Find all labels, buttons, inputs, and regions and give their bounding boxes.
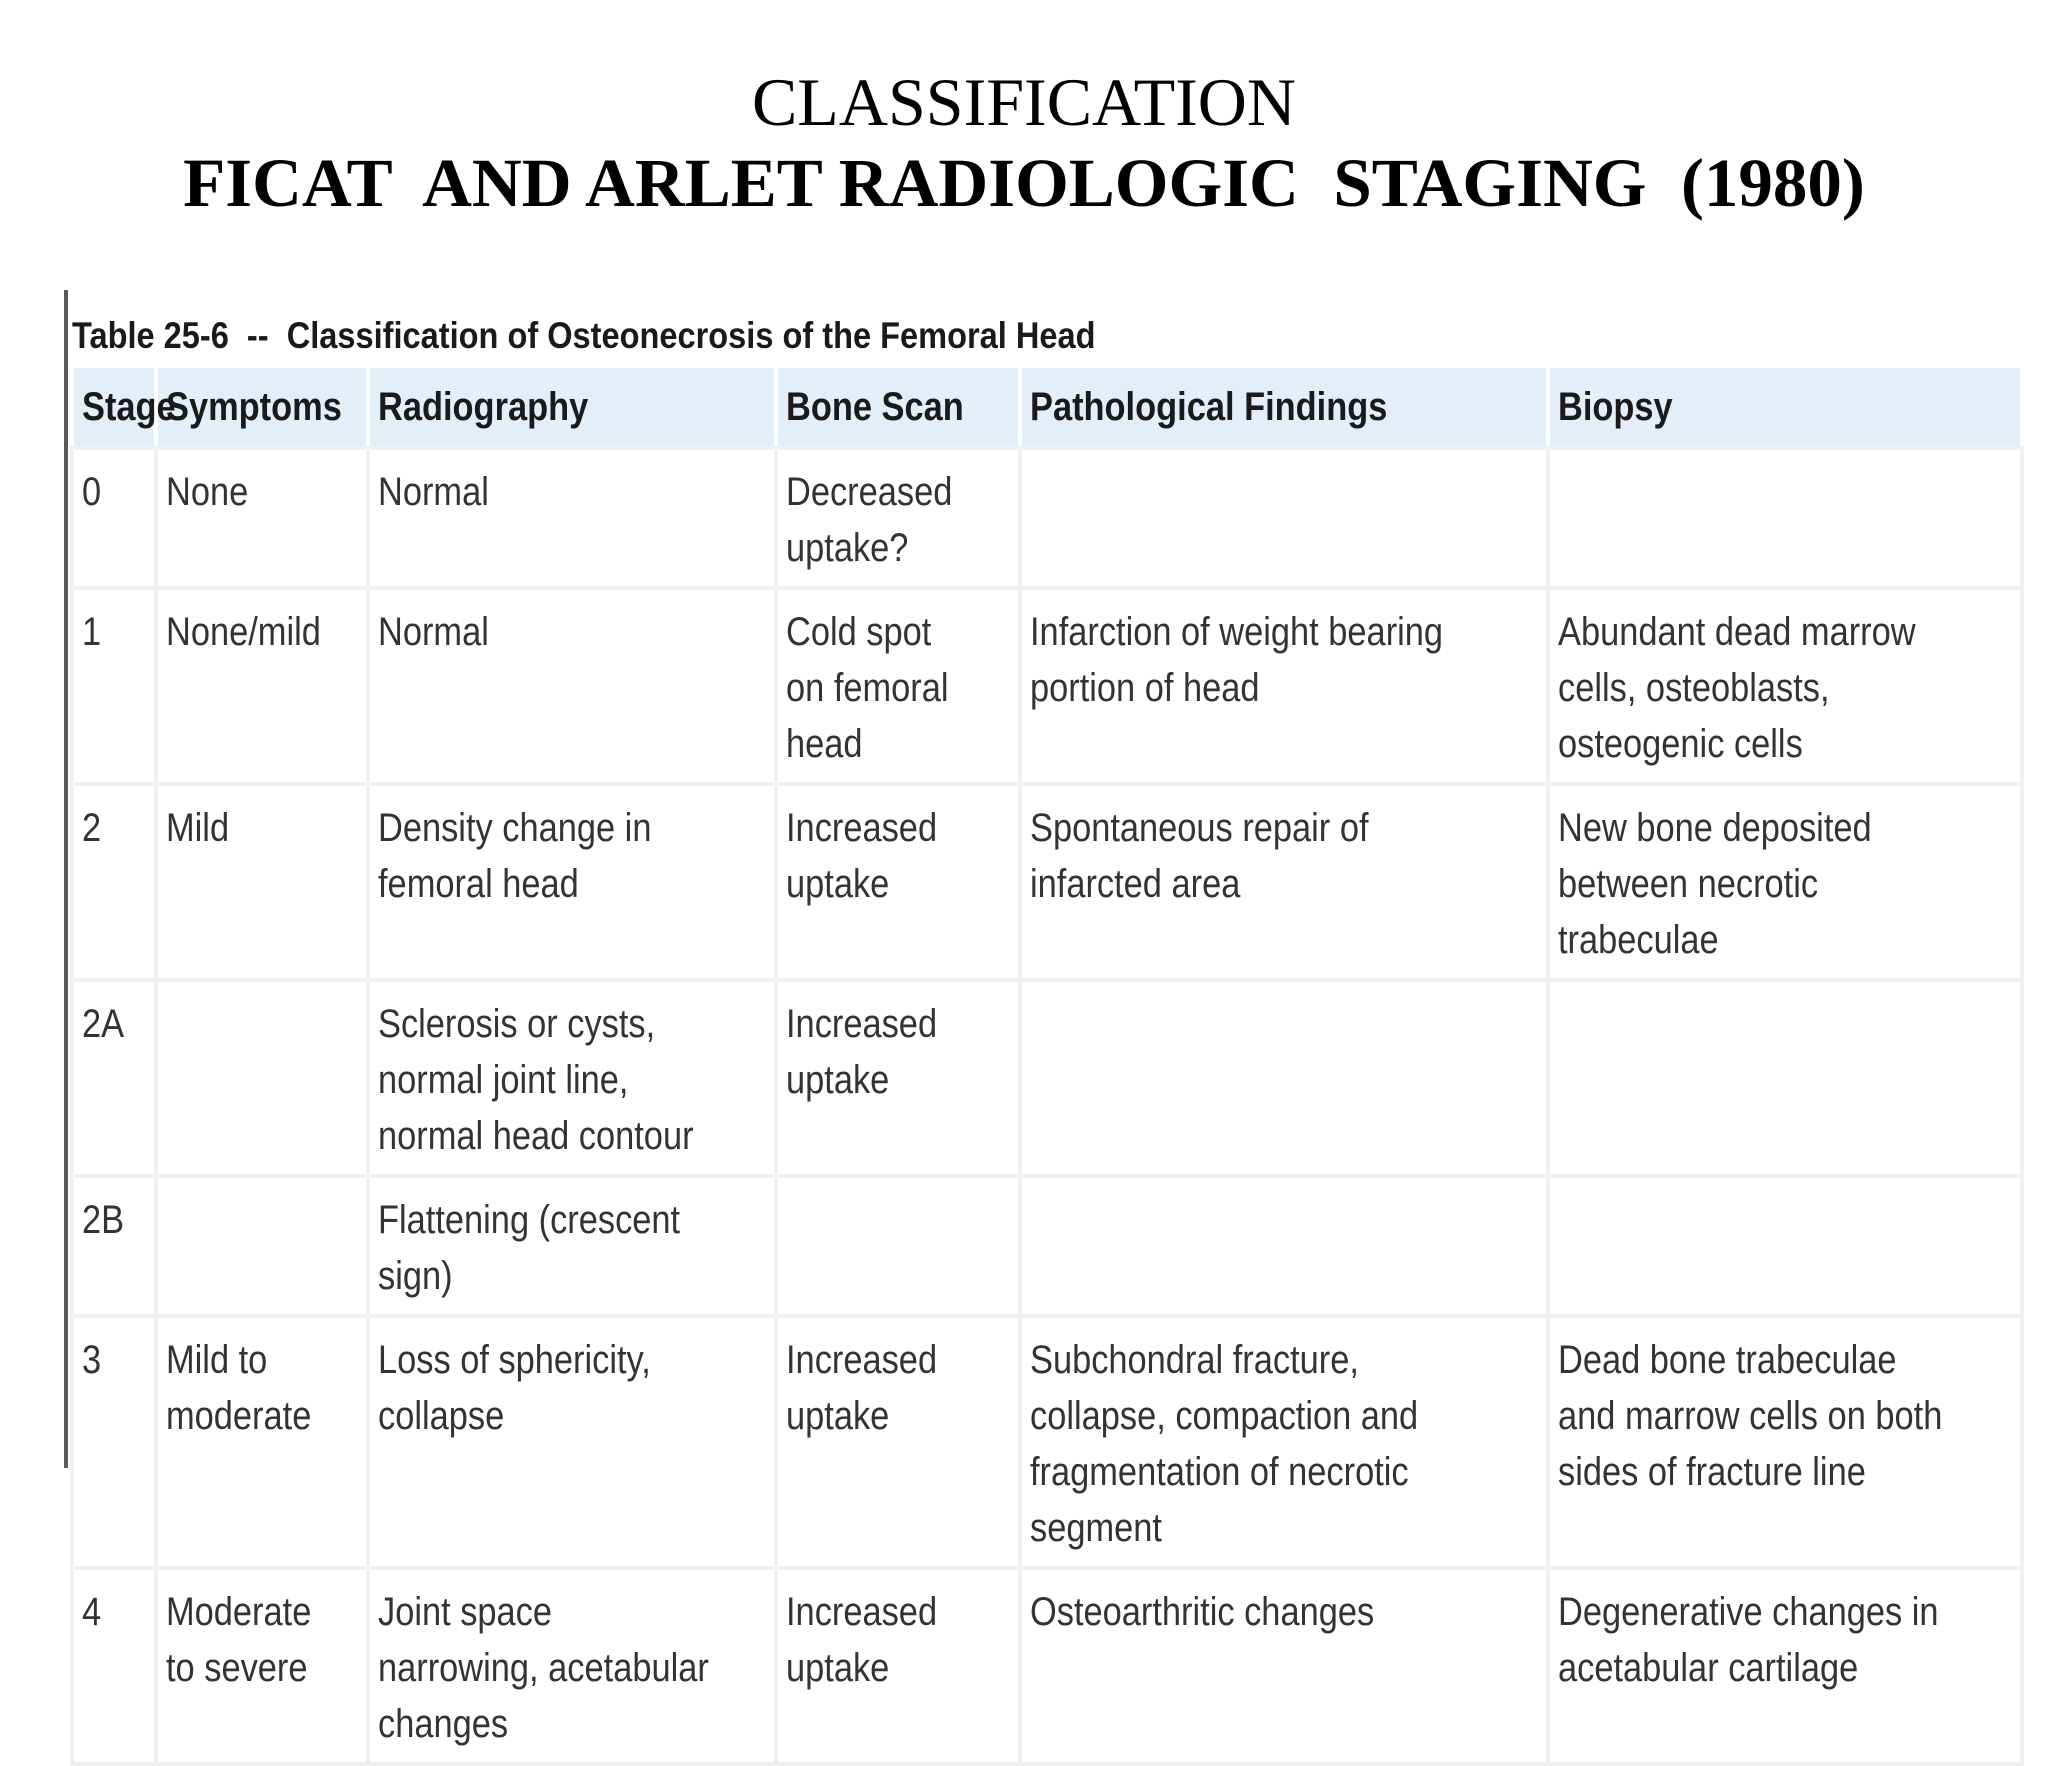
table-row (72, 1176, 2022, 1316)
cell-text: 2B (82, 1198, 125, 1242)
header-bone-scan (776, 366, 1020, 448)
table-row (72, 588, 2022, 784)
cell-text: New bone deposited between necrotic trabeculae (1558, 806, 1872, 962)
cell-symptoms (156, 1568, 368, 1764)
slide-subtitle: FICAT AND ARLET RADIOLOGIC STAGING (1980) (183, 145, 1865, 221)
table-row (72, 1568, 2022, 1764)
cell-bone-scan (776, 1316, 1020, 1568)
cell-text: Increased uptake (786, 1002, 938, 1102)
cell-text: Sclerosis or cysts, normal joint line, normal head contour (378, 1002, 694, 1158)
table-row (72, 784, 2022, 980)
cell-biopsy (1548, 1316, 2022, 1568)
header-biopsy-label: Biopsy (1558, 384, 1673, 429)
header-radiography-label: Radiography (378, 384, 589, 429)
cell-biopsy (1548, 784, 2022, 980)
cell-bone-scan (776, 588, 1020, 784)
cell-symptoms (156, 588, 368, 784)
cell-pathological-findings (1020, 588, 1548, 784)
cell-radiography (368, 1568, 776, 1764)
cell-radiography (368, 784, 776, 980)
cell-biopsy (1548, 448, 2022, 588)
header-bone-scan-label: Bone Scan (786, 384, 964, 429)
cell-biopsy (1548, 588, 2022, 784)
frame-left-border (64, 290, 68, 1468)
cell-stage (72, 588, 156, 784)
cell-symptoms (156, 784, 368, 980)
cell-bone-scan (776, 980, 1020, 1176)
cell-symptoms (156, 448, 368, 588)
cell-text: 1 (82, 610, 102, 654)
cell-pathological-findings (1020, 448, 1548, 588)
cell-text: Density change in femoral head (378, 806, 652, 906)
header-radiography (368, 366, 776, 448)
cell-pathological-findings (1020, 980, 1548, 1176)
cell-stage (72, 448, 156, 588)
cell-text: Mild (166, 806, 230, 850)
cell-radiography (368, 1316, 776, 1568)
cell-text: Subchondral fracture, collapse, compaction and fragmentation of necrotic segment (1030, 1338, 1419, 1550)
cell-biopsy (1548, 980, 2022, 1176)
header-symptoms-label: Symptoms (166, 384, 342, 429)
cell-text: Normal (378, 470, 489, 514)
header-pathological-findings-label: Pathological Findings (1030, 384, 1388, 429)
cell-text: Increased uptake (786, 806, 938, 906)
cell-text: Degenerative changes in acetabular cartilage (1558, 1590, 1939, 1690)
cell-biopsy (1548, 1176, 2022, 1316)
cell-text: 3 (82, 1338, 102, 1382)
cell-text: 0 (82, 470, 102, 514)
cell-pathological-findings (1020, 1316, 1548, 1568)
cell-symptoms (156, 1176, 368, 1316)
cell-text: Increased uptake (786, 1338, 938, 1438)
cell-biopsy (1548, 1568, 2022, 1764)
cell-radiography (368, 1176, 776, 1316)
cell-text: 4 (82, 1590, 102, 1634)
cell-text: Cold spot on femoral head (786, 610, 949, 766)
cell-text: Loss of sphericity, collapse (378, 1338, 651, 1438)
cell-symptoms (156, 1316, 368, 1568)
cell-radiography (368, 588, 776, 784)
table-row (72, 980, 2022, 1176)
cell-text: Abundant dead marrow cells, osteoblasts, osteogenic cells (1558, 610, 1916, 766)
cell-stage (72, 980, 156, 1176)
cell-stage (72, 1316, 156, 1568)
table-row (72, 1316, 2022, 1568)
cell-radiography (368, 980, 776, 1176)
cell-symptoms (156, 980, 368, 1176)
table-screenshot (64, 290, 2024, 1746)
cell-text: None/mild (166, 610, 321, 654)
header-biopsy (1548, 366, 2022, 448)
cell-text: Flattening (crescent sign) (378, 1198, 681, 1298)
cell-text: Increased uptake (786, 1590, 938, 1690)
cell-text: Decreased uptake? (786, 470, 953, 570)
cell-bone-scan (776, 448, 1020, 588)
cell-pathological-findings (1020, 1176, 1548, 1316)
cell-radiography (368, 448, 776, 588)
classification-table (70, 364, 2024, 1766)
cell-bone-scan (776, 1568, 1020, 1764)
cell-text: 2 (82, 806, 102, 850)
cell-stage (72, 1176, 156, 1316)
cell-pathological-findings (1020, 1568, 1548, 1764)
cell-bone-scan (776, 1176, 1020, 1316)
cell-text: Normal (378, 610, 489, 654)
table-row (72, 448, 2022, 588)
header-stage-label: Stage (82, 384, 176, 429)
cell-pathological-findings (1020, 784, 1548, 980)
cell-text: Dead bone trabeculae and marrow cells on both sides of fracture line (1558, 1338, 1943, 1494)
cell-text: Osteoarthritic changes (1030, 1590, 1375, 1634)
table-caption: Table 25-6 -- Classification of Osteonecrosis of the Femoral Head (72, 315, 1096, 356)
slide-title: CLASSIFICATION (751, 64, 1297, 140)
header-stage (72, 366, 176, 448)
cell-text: Spontaneous repair of infarcted area (1030, 806, 1369, 906)
header-symptoms (156, 366, 368, 448)
cell-stage (72, 1568, 156, 1764)
cell-text: Mild to moderate (166, 1338, 312, 1438)
cell-stage (72, 784, 156, 980)
table-header-row (72, 366, 2022, 448)
cell-text: None (166, 470, 249, 514)
header-pathological-findings (1020, 366, 1548, 448)
cell-text: Moderate to severe (166, 1590, 312, 1690)
cell-text: 2A (82, 1002, 125, 1046)
cell-bone-scan (776, 784, 1020, 980)
cell-text: Infarction of weight bearing portion of head (1030, 610, 1444, 710)
cell-text: Joint space narrowing, acetabular changes (378, 1590, 709, 1746)
